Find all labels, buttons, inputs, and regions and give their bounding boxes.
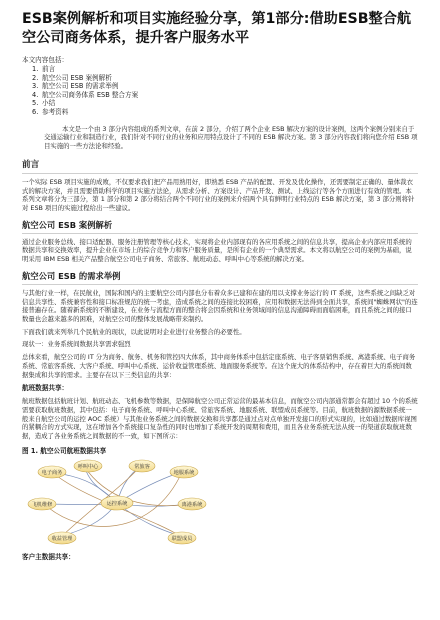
toc-label: 航空公司 ESB 的需求举例 [42,82,119,91]
toc-item[interactable] [32,65,418,74]
diagram-node-label: 常旅客 [134,463,150,470]
requirements-paragraph: 与其他行业一样，在民航业，国际和国内的主要航空公司内部也分布着众多已建和在建的用以支撑业务运行的 IT 系统，这些系统之间缺乏对信息共享性、系统兼容性和接口标准规范的统一考虑，造成系统之间的连接比较困难，应用和数据无法得到全面共享，系统间"蜘蛛网状"的连接普遍存在。随着新系统的不断建设，在业务与流程方面的整合将会因系统和业务领域间的信息沟通障碍而面临困难，而且系统之间的接口数量也会越来越多的困难，对航空公司的整体发展战略带来制约。 [22,288,418,323]
table-of-contents [32,65,418,117]
toc-item[interactable] [32,91,418,100]
section-heading-preface: 前言 [22,159,40,170]
diagram-node-label: 呼叫中心 [77,463,99,470]
toc-intro: 本文内容包括： [22,56,69,64]
diagram-node-label: 运控系统 [106,500,128,507]
customer-data-heading: 客户主数据共享： [22,552,75,561]
toc-number: 6. [32,107,39,116]
section-divider [22,233,418,234]
toc-item[interactable] [32,108,418,117]
section-heading-requirements: 航空公司 ESB 的需求举例 [22,270,121,281]
toc-number: 5. [32,99,39,108]
toc-label: 航空公司 ESB 案例解析 [42,73,112,82]
abstract: 本文是一个由 3 部分内容组成的系列文章，在前 2 部分，介绍了两个企业 ESB 解决方案的设计案例，这两个案例分别来自于交通运输行业和制造行业，我们针对不同行业的业务和应用特点设计了不同的 ESB 解决方案。第 3 部分内容我们将向您介绍 ESB 项目实施的一些方法论和经验。 [44,124,418,151]
section-heading-case: 航空公司 ESB 案例解析 [22,219,113,230]
diagram-node-label: 收益管理 [51,535,73,542]
diagram-node [28,498,56,510]
diagram-node [178,498,206,510]
toc-item[interactable] [32,82,418,91]
case-paragraph: 通过企业服务总线、接口适配器、服务注册管理等核心技术，实现将企业内部现有的各应用系统之间的信息共享，提高企业内部应用系统的数据共享和交换效率，提升企业在市场上的综合竞争力和客户服务质量，是所有企业的一个典型需求。本文将以航空公司的案例为基础，说明采用 IBM ESB 相关产品整合航空公司电子商务、常旅客、航班动态、呼叫中心等系统的解决方案。 [22,237,412,264]
toc-label: 前言 [42,65,56,73]
preface-paragraph: 一个实际 ESB 项目实施的成败，不仅要求我们把产品用熟用好，即熟悉 ESB 产品的配置、开发及优化操作，还需要制定正确的、量体裁衣式的解决方案，并且需要借助科学的项目实施方法论，从需求分析、方案设计、产品开发、测试、上线运行等各个方面进行有效的管理。本系列文章将分为三部分，第 1 部分和第 2 部分将结合两个不同行业的案例来介绍两个具有鲜明行业特点的 ESB 解决方案，第 3 部分则将针对 ESB 项目的实施过程给出一些建议。 [22,177,415,213]
flight-data-paragraph: 航班数据包括航班计划、航班动态、飞机参数等数据，是保障航空公司正常运营的最基本信息，而航空公司内部通常都会有超过 10 个的系统需要获取航班数据，其中包括：电子商务系统、呼叫中心系统、常旅客系统、地服系统、联盟成员系统等。目前，航班数据的源数据系统一般来自航空公司的运控 AOC 系统）与其他业务系统之间的数据交换和共享都是通过点对点单独开发接口的形式实现的，比如通过数据库视图的紧耦合的方式实现，这在增加各个系统接口复杂性的同时也增加了系统开发的周期和费用，而且各业务系统无法从统一的渠道获取航班数据，造成了各业务系统之间数据的不一致，如下图所示： [22,397,418,441]
diagram-node [168,532,196,544]
diagram-node [74,460,102,472]
toc-label: 小结 [42,99,56,108]
toc-number: 2. [32,73,39,82]
diagram-node [38,466,66,478]
diagram-node [170,466,198,478]
flight-data-diagram [22,458,212,548]
diagram-node-label: 离港系统 [181,501,203,508]
toc-item[interactable] [32,99,418,108]
diagram-svg [22,458,212,548]
toc-label: 参考资料 [42,107,69,116]
diagram-node [129,460,155,472]
figure-title: 图 1. 航空公司航班数据共享 [22,446,107,455]
toc-item[interactable] [32,74,418,83]
diagram-node-center [101,496,133,510]
toc-number: 3. [32,82,39,91]
toc-label: 航空公司商务体系 ESB 整合方案 [42,90,139,99]
requirements-paragraph-2: 下面我们就来列举几个民航业的现状，以此说明对企业进行业务整合的必要性。 [22,327,246,336]
status-paragraph: 总体来看，航空公司的 IT 分为商务、航务、机务和管控四大体系，其中商务体系中包括定座系统、电子客票销售系统、离港系统、电子商务系统、常旅客系统、大客户系统、呼叫中心系统、运价收益管理系统、地面服务系统等。在这个庞大的体系结构中，存在着巨大的系统间数据集成和共享的需求。主要存在以下三类信息的共享： [22,353,416,379]
flight-data-heading: 航班数据共享： [22,384,69,393]
toc-number: 4. [32,90,39,99]
diagram-node [48,532,76,544]
diagram-node-label: 地服系统 [173,469,195,476]
section-divider [22,173,418,174]
diagram-node-label: 联盟成员 [171,535,193,542]
status-line: 现状一：业务系统间数据共享需求强烈 [22,340,131,349]
diagram-node-label: 电子商务 [41,469,63,476]
toc-number: 1. [32,65,39,73]
diagram-node-label: 飞机维修 [31,501,53,508]
page-title: ESB案例解析和项目实施经验分享，第1部分:借助ESB整合航空公司商务体系，提升客户服务水平 [22,11,412,46]
section-divider [22,284,418,285]
